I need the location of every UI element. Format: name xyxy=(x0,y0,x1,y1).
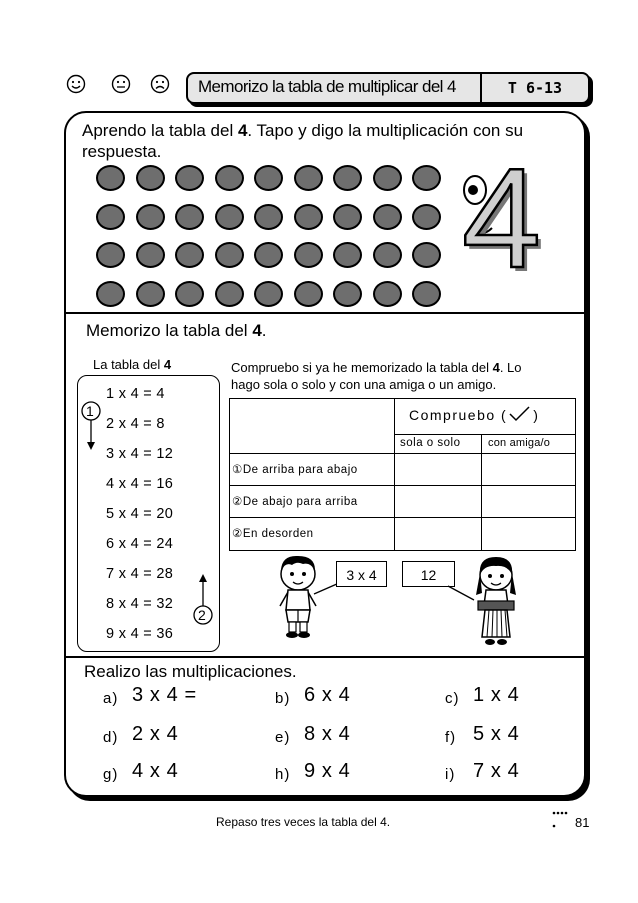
check-table xyxy=(229,398,575,550)
counter-dot xyxy=(373,165,402,191)
problem-expression: 4 x 4 xyxy=(132,760,179,782)
problem-letter: e) xyxy=(275,729,291,746)
counter-dot xyxy=(175,165,204,191)
footer-note: Repaso tres veces la tabla del 4. xyxy=(216,815,391,829)
times-table-row: 3 x 4 = 12 xyxy=(106,446,174,462)
page-number: 81 xyxy=(575,815,590,830)
row-label-1: ①De arriba para abajo xyxy=(232,464,358,476)
counter-dot xyxy=(254,281,283,307)
dots-decoration-icon xyxy=(552,810,568,832)
section2-heading: Memorizo la tabla del 4. xyxy=(86,321,267,340)
problem-letter: f) xyxy=(445,729,457,746)
times-table-row: 6 x 4 = 24 xyxy=(106,536,174,552)
counter-dot xyxy=(412,165,441,191)
problem-letter: i) xyxy=(445,766,456,783)
times-table-row: 2 x 4 = 8 xyxy=(106,416,165,432)
divider xyxy=(66,312,584,314)
counter-dot xyxy=(373,242,402,268)
problem-expression: 6 x 4 xyxy=(304,684,351,706)
check-instruction: Compruebo si ya he memorizado la tabla del 4. Lo xyxy=(231,360,522,375)
counter-dot xyxy=(136,165,165,191)
column-friend: con amiga/o xyxy=(488,437,551,449)
title-bar xyxy=(186,72,590,104)
counter-dot xyxy=(333,281,362,307)
counter-dot xyxy=(215,204,244,230)
problem-letter: g) xyxy=(103,766,119,783)
times-table-row: 7 x 4 = 28 xyxy=(106,566,174,582)
checkmark-icon xyxy=(507,405,533,423)
problem-letter: b) xyxy=(275,690,291,707)
counter-dot xyxy=(175,281,204,307)
marker-down-label: 1 xyxy=(86,403,94,419)
marker-up-label: 2 xyxy=(198,607,206,623)
counter-dot xyxy=(294,165,323,191)
problem-expression: 8 x 4 xyxy=(304,723,351,745)
row-label-2: ②De abajo para arriba xyxy=(232,496,358,508)
counter-dot xyxy=(333,165,362,191)
counter-dot xyxy=(215,165,244,191)
bubble-answer: 12 xyxy=(402,561,455,587)
problem-expression: 7 x 4 xyxy=(473,760,520,782)
counter-dot xyxy=(175,242,204,268)
counter-dot xyxy=(96,204,125,230)
column-alone: sola o solo xyxy=(400,437,461,449)
counter-dot xyxy=(254,242,283,268)
lesson-code: T 6-13 xyxy=(480,74,588,102)
section1-instruction-line2: respuesta. xyxy=(82,142,162,161)
problem-expression: 5 x 4 xyxy=(473,723,520,745)
counter-dot xyxy=(333,204,362,230)
counter-dot xyxy=(96,281,125,307)
neutral-face-icon xyxy=(111,74,131,94)
counter-dot xyxy=(136,242,165,268)
counter-dot xyxy=(294,204,323,230)
counter-dot xyxy=(254,204,283,230)
problem-expression: 1 x 4 xyxy=(473,684,520,706)
happy-face-icon xyxy=(66,74,86,94)
counter-dot xyxy=(412,242,441,268)
counter-dot xyxy=(96,242,125,268)
divider xyxy=(66,656,584,658)
counter-dot xyxy=(254,165,283,191)
section1-instruction: Aprendo la tabla del 4. Tapo y digo la multiplicación con su xyxy=(82,121,524,140)
counter-dot xyxy=(294,281,323,307)
counter-dot xyxy=(215,242,244,268)
check-instruction-line2: hago sola o solo y con una amiga o un amigo. xyxy=(231,377,497,392)
problem-letter: h) xyxy=(275,766,291,783)
problem-expression: 9 x 4 xyxy=(304,760,351,782)
times-table-row: 5 x 4 = 20 xyxy=(106,506,174,522)
times-table-row: 4 x 4 = 16 xyxy=(106,476,174,492)
sad-face-icon xyxy=(150,74,170,94)
counter-dot xyxy=(136,281,165,307)
page-title: Memorizo la tabla de multiplicar del 4 xyxy=(198,77,456,96)
times-table-row: 9 x 4 = 36 xyxy=(106,626,174,642)
girl-illustration xyxy=(468,553,524,649)
counter-dot xyxy=(373,204,402,230)
problem-letter: d) xyxy=(103,729,119,746)
table-label: La tabla del 4 xyxy=(93,357,172,372)
counter-dot xyxy=(412,204,441,230)
times-table-row: 1 x 4 = 4 xyxy=(106,386,165,402)
counter-dot xyxy=(373,281,402,307)
times-table-row: 8 x 4 = 32 xyxy=(106,596,174,612)
counter-dot xyxy=(175,204,204,230)
row-label-3: ②En desorden xyxy=(232,528,314,540)
problem-expression: 2 x 4 xyxy=(132,723,179,745)
counter-dot xyxy=(412,281,441,307)
counter-dot xyxy=(294,242,323,268)
big-number-four: 4 xyxy=(462,139,541,298)
bubble-question: 3 x 4 xyxy=(336,561,387,587)
counter-dot xyxy=(96,165,125,191)
counter-dot xyxy=(215,281,244,307)
problem-letter: c) xyxy=(445,690,460,707)
problem-expression: 3 x 4 = xyxy=(132,684,197,706)
section3-heading: Realizo las multiplicaciones. xyxy=(84,662,297,681)
check-column-header: Compruebo ( ) xyxy=(409,407,540,423)
problem-letter: a) xyxy=(103,690,119,707)
counter-dot xyxy=(136,204,165,230)
counter-dot xyxy=(333,242,362,268)
